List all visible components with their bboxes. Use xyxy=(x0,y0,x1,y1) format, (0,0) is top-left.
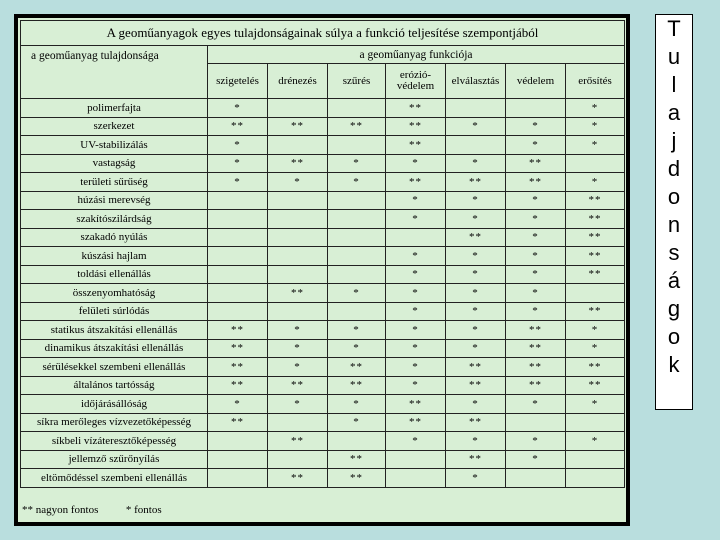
importance-cell: * xyxy=(328,395,386,414)
importance-cell xyxy=(268,210,328,229)
importance-cell: * xyxy=(566,432,625,451)
importance-cell: * xyxy=(506,210,566,229)
property-label: sérülésekkel szembeni ellenállás xyxy=(21,358,208,377)
table-row xyxy=(21,136,625,155)
importance-cell: * xyxy=(328,173,386,192)
importance-cell xyxy=(328,191,386,210)
table-row xyxy=(21,210,625,229)
importance-cell: * xyxy=(506,117,566,136)
property-column-header: a geoműanyag tulajdonsága xyxy=(21,46,208,99)
importance-cell xyxy=(208,284,268,303)
table-row xyxy=(21,413,625,432)
importance-cell xyxy=(208,247,268,266)
importance-cell: ** xyxy=(268,117,328,136)
importance-cell: * xyxy=(208,173,268,192)
importance-cell: ** xyxy=(446,450,506,469)
importance-cell: * xyxy=(208,154,268,173)
table-row xyxy=(21,173,625,192)
importance-cell: * xyxy=(446,265,506,284)
importance-cell xyxy=(208,210,268,229)
importance-cell: ** xyxy=(386,413,446,432)
importance-cell: * xyxy=(386,321,446,340)
importance-cell xyxy=(446,99,506,118)
importance-cell: * xyxy=(386,265,446,284)
side-title-letter: k xyxy=(668,352,680,377)
importance-cell: * xyxy=(506,450,566,469)
importance-cell: ** xyxy=(208,358,268,377)
importance-cell xyxy=(506,99,566,118)
importance-cell xyxy=(566,154,625,173)
importance-cell: * xyxy=(386,432,446,451)
side-title xyxy=(655,14,693,410)
importance-cell xyxy=(268,247,328,266)
importance-cell xyxy=(268,191,328,210)
importance-cell xyxy=(208,450,268,469)
importance-cell: * xyxy=(268,395,328,414)
side-title-letter: l xyxy=(671,72,677,97)
importance-cell xyxy=(268,265,328,284)
importance-cell: ** xyxy=(386,173,446,192)
property-label: dinamikus átszakítási ellenállás xyxy=(21,339,208,358)
function-column-header: erózió-védelem xyxy=(386,64,446,99)
side-title-letter: j xyxy=(671,128,677,153)
importance-cell: * xyxy=(506,302,566,321)
importance-cell xyxy=(268,450,328,469)
importance-cell: * xyxy=(566,136,625,155)
importance-cell: ** xyxy=(208,321,268,340)
importance-cell: ** xyxy=(566,210,625,229)
importance-cell: * xyxy=(446,210,506,229)
table-row xyxy=(21,265,625,284)
importance-cell: ** xyxy=(506,358,566,377)
property-label: szakítószilárdság xyxy=(21,210,208,229)
importance-cell xyxy=(386,228,446,247)
importance-cell: * xyxy=(446,191,506,210)
importance-cell xyxy=(506,413,566,432)
legend-very-important: ** nagyon fontos xyxy=(22,504,99,516)
importance-cell xyxy=(506,469,566,488)
property-label: polimerfajta xyxy=(21,99,208,118)
importance-cell xyxy=(328,136,386,155)
importance-cell xyxy=(268,228,328,247)
function-column-header: szigetelés xyxy=(208,64,268,99)
importance-cell xyxy=(566,284,625,303)
importance-cell: ** xyxy=(386,136,446,155)
importance-cell: * xyxy=(506,228,566,247)
legend xyxy=(22,504,162,516)
importance-cell: ** xyxy=(446,376,506,395)
importance-cell: * xyxy=(506,432,566,451)
importance-cell: ** xyxy=(566,265,625,284)
importance-cell: ** xyxy=(566,376,625,395)
importance-cell xyxy=(328,228,386,247)
table-title: A geoműanyagok egyes tulajdonságainak súlya a funkció teljesítése szempontjából xyxy=(21,21,625,46)
importance-cell xyxy=(208,265,268,284)
importance-cell: * xyxy=(446,154,506,173)
importance-cell xyxy=(328,432,386,451)
importance-cell: * xyxy=(386,247,446,266)
importance-cell: ** xyxy=(268,469,328,488)
property-label: szakadó nyúlás xyxy=(21,228,208,247)
importance-cell: * xyxy=(446,469,506,488)
property-label: húzási merevség xyxy=(21,191,208,210)
table-row xyxy=(21,432,625,451)
importance-cell xyxy=(328,210,386,229)
table-panel xyxy=(17,17,627,523)
table-row xyxy=(21,247,625,266)
function-column-header: elválasztás xyxy=(446,64,506,99)
table-row xyxy=(21,99,625,118)
importance-cell: ** xyxy=(328,469,386,488)
table-row xyxy=(21,284,625,303)
importance-cell: ** xyxy=(446,228,506,247)
property-label: általános tartósság xyxy=(21,376,208,395)
importance-cell: * xyxy=(208,136,268,155)
importance-cell xyxy=(208,302,268,321)
side-title-letter: s xyxy=(668,240,680,265)
table-row xyxy=(21,395,625,414)
importance-cell xyxy=(208,432,268,451)
importance-cell: ** xyxy=(566,191,625,210)
importance-cell: * xyxy=(386,358,446,377)
importance-cell: ** xyxy=(268,376,328,395)
importance-cell: * xyxy=(446,395,506,414)
side-title-letter: u xyxy=(667,44,681,69)
properties-table xyxy=(20,20,625,488)
property-label: időjárásállóság xyxy=(21,395,208,414)
function-column-header: szűrés xyxy=(328,64,386,99)
importance-cell: ** xyxy=(506,376,566,395)
importance-cell xyxy=(566,469,625,488)
importance-cell: ** xyxy=(208,376,268,395)
property-label: toldási ellenállás xyxy=(21,265,208,284)
table-row xyxy=(21,376,625,395)
side-title-letter: o xyxy=(667,184,681,209)
importance-cell: * xyxy=(446,284,506,303)
importance-cell: ** xyxy=(506,173,566,192)
importance-cell: * xyxy=(208,99,268,118)
importance-cell: * xyxy=(386,210,446,229)
importance-cell xyxy=(208,191,268,210)
importance-cell xyxy=(328,265,386,284)
importance-cell: * xyxy=(506,284,566,303)
importance-cell xyxy=(208,228,268,247)
importance-cell xyxy=(566,450,625,469)
side-title-letter: a xyxy=(667,100,681,125)
importance-cell: ** xyxy=(208,117,268,136)
table-row xyxy=(21,302,625,321)
property-label: területi sűrűség xyxy=(21,173,208,192)
table-row xyxy=(21,469,625,488)
property-label: összenyomhatóság xyxy=(21,284,208,303)
legend-important: * fontos xyxy=(125,504,162,516)
property-label: eltömődéssel szembeni ellenállás xyxy=(21,469,208,488)
importance-cell: * xyxy=(328,339,386,358)
importance-cell: * xyxy=(386,284,446,303)
property-label: síkra merőleges vízvezetőképesség xyxy=(21,413,208,432)
table-row xyxy=(21,339,625,358)
importance-cell: ** xyxy=(446,358,506,377)
importance-cell: * xyxy=(506,265,566,284)
importance-cell: * xyxy=(268,173,328,192)
importance-cell: * xyxy=(328,321,386,340)
property-label: síkbeli vízáteresztőképesség xyxy=(21,432,208,451)
property-label: szerkezet xyxy=(21,117,208,136)
importance-cell: ** xyxy=(506,339,566,358)
importance-cell: * xyxy=(328,154,386,173)
importance-cell: ** xyxy=(506,321,566,340)
importance-cell xyxy=(268,99,328,118)
importance-cell: ** xyxy=(208,339,268,358)
importance-cell: * xyxy=(386,376,446,395)
importance-cell: ** xyxy=(446,413,506,432)
importance-cell: ** xyxy=(506,154,566,173)
table-row xyxy=(21,228,625,247)
importance-cell: ** xyxy=(566,228,625,247)
importance-cell: ** xyxy=(446,173,506,192)
importance-cell: ** xyxy=(208,413,268,432)
importance-cell: ** xyxy=(386,99,446,118)
importance-cell xyxy=(328,99,386,118)
side-title-letter: g xyxy=(667,296,681,321)
table-row xyxy=(21,450,625,469)
importance-cell: * xyxy=(566,173,625,192)
importance-cell: * xyxy=(446,302,506,321)
function-column-header: védelem xyxy=(506,64,566,99)
importance-cell xyxy=(268,413,328,432)
importance-cell: * xyxy=(328,284,386,303)
importance-cell xyxy=(268,302,328,321)
importance-cell: * xyxy=(446,247,506,266)
importance-cell xyxy=(328,302,386,321)
importance-cell: ** xyxy=(328,117,386,136)
side-title-letter: o xyxy=(667,324,681,349)
importance-cell: * xyxy=(386,154,446,173)
importance-cell: * xyxy=(566,321,625,340)
importance-cell xyxy=(208,469,268,488)
importance-cell xyxy=(328,247,386,266)
importance-cell: ** xyxy=(566,247,625,266)
importance-cell: * xyxy=(566,339,625,358)
importance-cell: * xyxy=(506,136,566,155)
table-row xyxy=(21,154,625,173)
function-group-header: a geoműanyag funkciója xyxy=(208,46,625,64)
importance-cell: * xyxy=(506,191,566,210)
importance-cell: * xyxy=(208,395,268,414)
property-label: statikus átszakítási ellenállás xyxy=(21,321,208,340)
importance-cell: ** xyxy=(328,358,386,377)
importance-cell: ** xyxy=(566,302,625,321)
importance-cell: * xyxy=(386,339,446,358)
importance-cell: ** xyxy=(268,432,328,451)
table-row xyxy=(21,191,625,210)
importance-cell xyxy=(386,469,446,488)
importance-cell: ** xyxy=(268,284,328,303)
table-frame xyxy=(14,14,630,526)
importance-cell: * xyxy=(386,302,446,321)
property-label: kúszási hajlam xyxy=(21,247,208,266)
function-column-header: erősítés xyxy=(566,64,625,99)
importance-cell xyxy=(386,450,446,469)
function-column-header: drénezés xyxy=(268,64,328,99)
importance-cell: * xyxy=(328,413,386,432)
importance-cell: * xyxy=(566,395,625,414)
property-label: jellemző szűrőnyílás xyxy=(21,450,208,469)
importance-cell: ** xyxy=(386,395,446,414)
importance-cell: * xyxy=(268,321,328,340)
importance-cell: ** xyxy=(566,358,625,377)
importance-cell: ** xyxy=(386,117,446,136)
side-title-letter: T xyxy=(667,16,681,41)
side-title-letter: n xyxy=(667,212,681,237)
side-title-letter: d xyxy=(667,156,681,181)
importance-cell: ** xyxy=(328,450,386,469)
importance-cell: * xyxy=(268,339,328,358)
importance-cell: * xyxy=(446,321,506,340)
importance-cell: * xyxy=(446,432,506,451)
importance-cell xyxy=(446,136,506,155)
property-label: UV-stabilizálás xyxy=(21,136,208,155)
importance-cell: * xyxy=(506,247,566,266)
table-row xyxy=(21,358,625,377)
importance-cell: * xyxy=(446,339,506,358)
importance-cell xyxy=(268,136,328,155)
importance-cell: ** xyxy=(328,376,386,395)
importance-cell: ** xyxy=(268,154,328,173)
importance-cell xyxy=(566,413,625,432)
importance-cell: * xyxy=(566,99,625,118)
importance-cell: * xyxy=(446,117,506,136)
property-label: vastagság xyxy=(21,154,208,173)
importance-cell: * xyxy=(506,395,566,414)
side-title-letter: á xyxy=(667,268,681,293)
importance-cell: * xyxy=(566,117,625,136)
importance-cell: * xyxy=(268,358,328,377)
importance-cell: * xyxy=(386,191,446,210)
table-row xyxy=(21,117,625,136)
property-label: felületi súrlódás xyxy=(21,302,208,321)
table-row xyxy=(21,321,625,340)
